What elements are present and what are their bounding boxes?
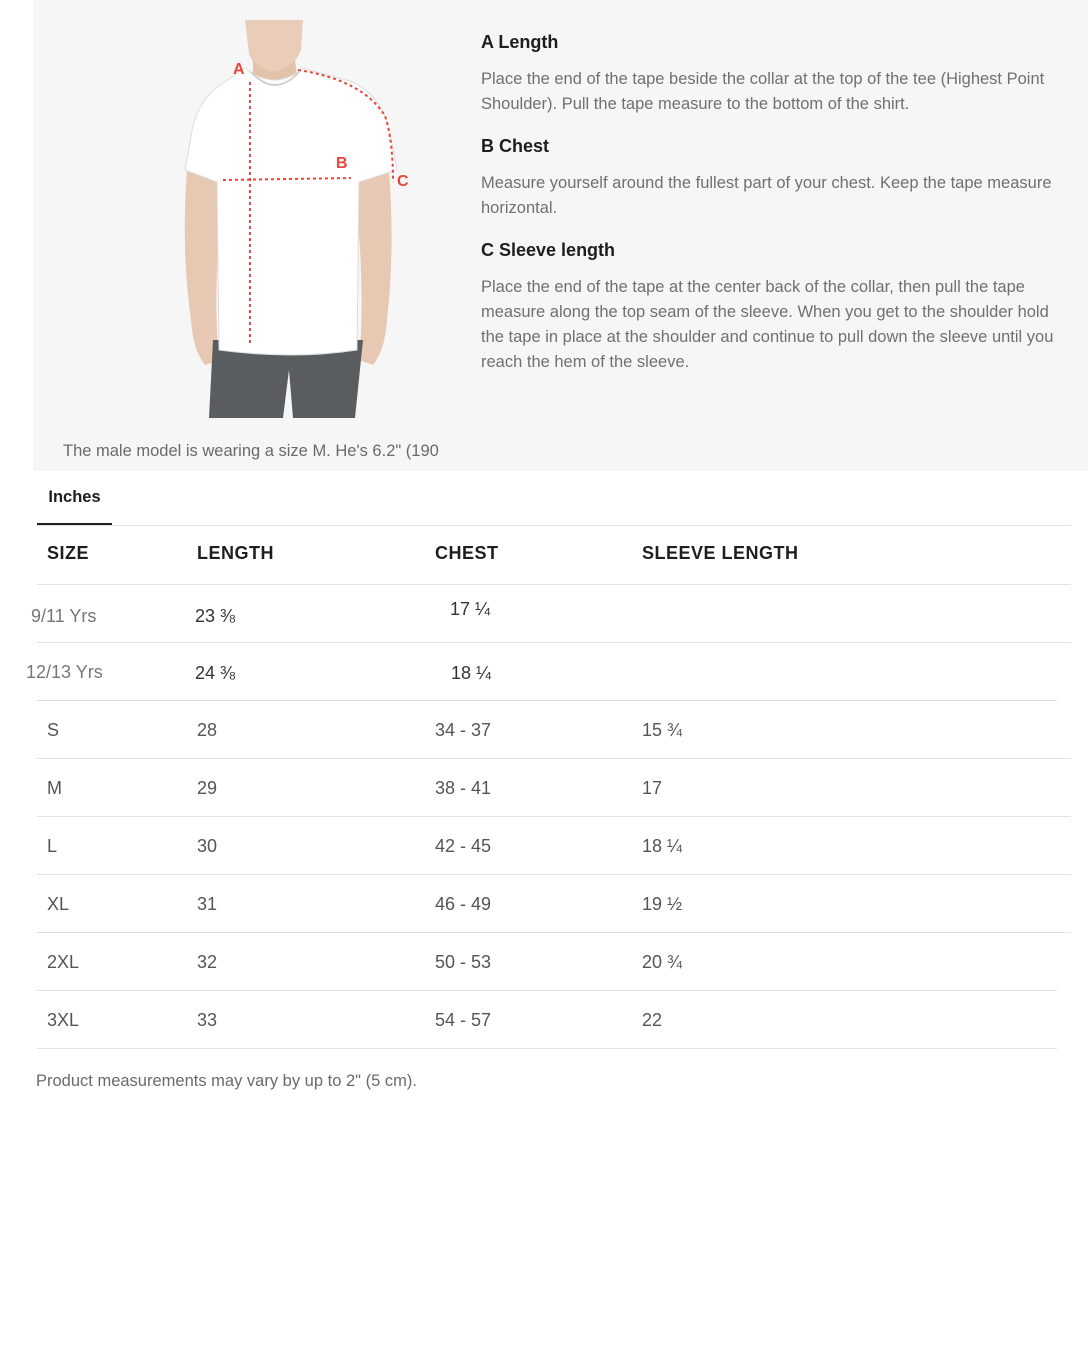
cell-sleeve: 18 ¼ xyxy=(642,836,683,856)
model-caption: The male model is wearing a size M. He's 6.2" (190 xyxy=(63,442,439,460)
cell-size: S xyxy=(47,720,60,740)
cell-size: 3XL xyxy=(47,1010,80,1030)
cell-sleeve: 15 ¾ xyxy=(642,720,683,740)
cell-chest: 18 ¼ xyxy=(451,663,492,683)
size-guide-panel xyxy=(33,0,1088,471)
header-size: SIZE xyxy=(47,543,90,563)
cell-sleeve: 20 ¾ xyxy=(642,952,683,972)
guide-a-text: Place the end of the tape beside the collar at the top of the tee (Highest Point Shoulder). Pull the tape measure to the bottom of the shirt. xyxy=(481,70,1045,113)
row-divider xyxy=(37,642,1071,643)
cell-length: 29 xyxy=(197,778,218,798)
cell-size: XL xyxy=(47,894,70,914)
row-divider xyxy=(37,816,1071,817)
measurement-footnote: Product measurements may vary by up to 2" (5 cm). xyxy=(36,1072,417,1090)
cell-sleeve: 22 xyxy=(642,1010,663,1030)
tab-inches[interactable]: Inches xyxy=(37,488,112,526)
guide-b-text: Measure yourself around the fullest part of your chest. Keep the tape measure horizontal. xyxy=(481,174,1052,217)
cell-chest: 54 - 57 xyxy=(435,1010,492,1030)
row-divider xyxy=(37,932,1071,933)
cell-size: 9/11 Yrs xyxy=(31,606,97,626)
row-divider xyxy=(37,700,1057,701)
cell-size: M xyxy=(47,778,62,798)
guide-b-title: B Chest xyxy=(481,136,550,156)
label-b: B xyxy=(336,155,348,172)
header-sleeve-length: SLEEVE LENGTH xyxy=(642,543,799,563)
measurement-guide xyxy=(481,32,1071,394)
cell-chest: 38 - 41 xyxy=(435,778,492,798)
cell-chest: 46 - 49 xyxy=(435,894,492,914)
cell-length: 30 xyxy=(197,836,218,856)
label-c: C xyxy=(397,173,409,190)
row-divider xyxy=(37,874,1071,875)
cell-length: 28 xyxy=(197,720,218,740)
tab-divider xyxy=(37,525,1071,526)
header-divider xyxy=(37,584,1071,585)
cell-size: L xyxy=(47,836,58,856)
cell-size: 12/13 Yrs xyxy=(26,662,103,682)
model-measurement-illustration xyxy=(153,20,423,418)
row-divider xyxy=(37,1048,1057,1049)
cell-sleeve: 19 ½ xyxy=(642,894,683,914)
cell-length: 33 xyxy=(197,1010,218,1030)
cell-chest: 34 - 37 xyxy=(435,720,492,740)
cell-chest: 17 ¼ xyxy=(450,599,491,619)
cell-size: 2XL xyxy=(47,952,80,972)
header-chest: CHEST xyxy=(435,543,499,563)
guide-c-title: C Sleeve length xyxy=(481,240,616,260)
guide-c-text: Place the end of the tape at the center back of the collar, then pull the tape measure along the top seam of the sleeve. When you get to the shoulder hold the tape in place at the shoulder and continue to pull down the sleeve until you reach the hem of the sleeve. xyxy=(481,278,1054,371)
cell-length: 24 ⅜ xyxy=(195,663,236,683)
row-divider xyxy=(37,990,1057,991)
label-a: A xyxy=(233,61,245,78)
header-length: LENGTH xyxy=(197,543,274,563)
cell-length: 23 ⅜ xyxy=(195,606,236,626)
cell-length: 31 xyxy=(197,894,218,914)
cell-length: 32 xyxy=(197,952,218,972)
cell-sleeve: 17 xyxy=(642,778,663,798)
row-divider xyxy=(37,758,1071,759)
guide-a-title: A Length xyxy=(481,32,559,52)
cell-chest: 50 - 53 xyxy=(435,952,492,972)
cell-chest: 42 - 45 xyxy=(435,836,492,856)
